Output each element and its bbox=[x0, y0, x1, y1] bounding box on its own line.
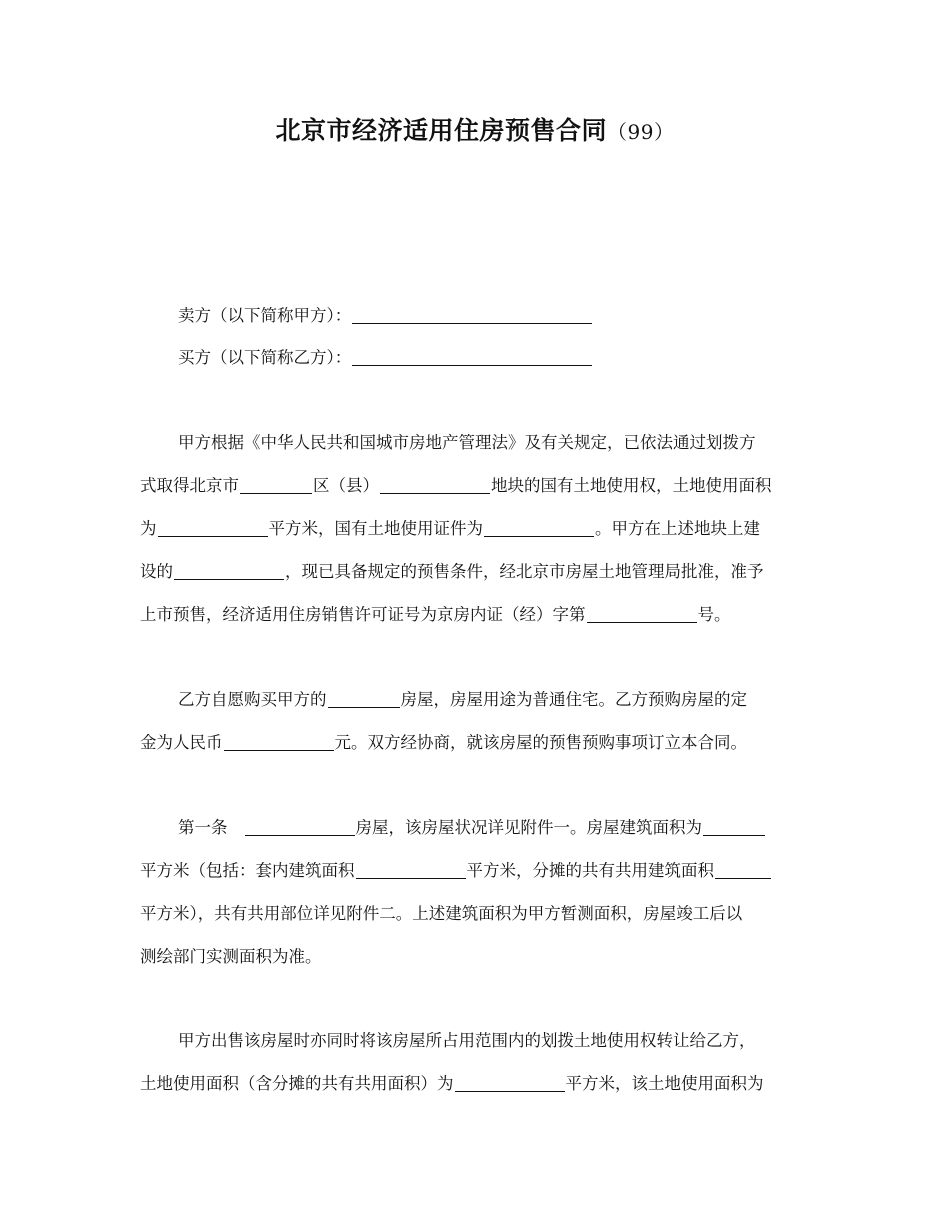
art1-line-2 bbox=[140, 860, 820, 882]
p1-line-3 bbox=[140, 518, 820, 540]
p4-text-2b: 平方米，该土地使用面积为 bbox=[565, 1074, 764, 1093]
p1-text-3b: 平方米，国有土地使用证件为 bbox=[268, 519, 483, 538]
buyer-line bbox=[178, 347, 820, 369]
p2-line-2 bbox=[140, 732, 820, 754]
p1-text-2b: 区（县） bbox=[313, 476, 379, 495]
art1-text-2a: 平方米（包括：套内建筑面积 bbox=[140, 861, 355, 880]
seller-name-blank[interactable] bbox=[352, 307, 592, 324]
art1-text-3: 平方米），共有共用部位详见附件二。上述建筑面积为甲方暂测面积，房屋竣工后以 bbox=[140, 904, 743, 923]
p1-text-3c: 。甲方在上述地块上建 bbox=[595, 519, 760, 538]
p4-text-1: 甲方出售该房屋时亦同时将该房屋所占用范围内的划拨土地使用权转让给乙方， bbox=[178, 1031, 756, 1050]
document-title bbox=[0, 113, 950, 150]
p1-line-2 bbox=[140, 475, 820, 497]
p1-text-2c: 地块的国有土地使用权，土地使用面积 bbox=[491, 476, 772, 495]
p1-text-3a: 为 bbox=[140, 519, 157, 538]
deposit-blank[interactable] bbox=[224, 734, 334, 751]
land-area-blank[interactable] bbox=[158, 520, 268, 537]
title-suffix: （99） bbox=[607, 120, 675, 144]
building-area-blank[interactable] bbox=[703, 819, 765, 836]
p4-line-2 bbox=[140, 1073, 820, 1095]
p1-line-4 bbox=[140, 561, 820, 583]
plot-blank[interactable] bbox=[380, 477, 490, 494]
art1-line-4 bbox=[140, 946, 820, 968]
p2-line-1 bbox=[178, 689, 820, 711]
title-text: 北京市经济适用住房预售合同 bbox=[275, 116, 608, 145]
art1-text-2b: 平方米，分摊的共有共用建筑面积 bbox=[466, 861, 714, 880]
p2-text-1b: 房屋，房屋用途为普通住宅。乙方预购房屋的定 bbox=[400, 690, 747, 709]
p1-text-4a: 设的 bbox=[140, 562, 173, 581]
seller-line bbox=[178, 305, 820, 327]
house-location-blank[interactable] bbox=[245, 819, 355, 836]
art1-line-1 bbox=[178, 817, 820, 839]
p1-text-5a: 上市预售，经济适用住房销售许可证号为京房内证（经）字第 bbox=[140, 605, 586, 624]
art1-line-3 bbox=[140, 903, 820, 925]
p4-text-2a: 土地使用面积（含分摊的共有共用面积）为 bbox=[140, 1074, 454, 1093]
art1-text-4: 测绘部门实测面积为准。 bbox=[140, 947, 322, 966]
seller-label: 卖方（以下简称甲方）： bbox=[178, 306, 352, 325]
permit-number-blank[interactable] bbox=[587, 606, 697, 623]
p2-text-2a: 金为人民币 bbox=[140, 733, 223, 752]
p1-text-4b: ，现已具备规定的预售条件，经北京市房屋土地管理局批准，准予 bbox=[285, 562, 764, 581]
p4-line-1 bbox=[178, 1030, 820, 1052]
district-blank[interactable] bbox=[240, 477, 312, 494]
p1-line-5 bbox=[140, 604, 820, 626]
art1-text-1b: 房屋，该房屋状况详见附件一。房屋建筑面积为 bbox=[355, 818, 702, 837]
land-use-area-blank[interactable] bbox=[455, 1075, 565, 1092]
house-blank[interactable] bbox=[328, 691, 400, 708]
p2-text-1a: 乙方自愿购买甲方的 bbox=[178, 690, 327, 709]
buyer-label: 买方（以下简称乙方）： bbox=[178, 348, 352, 367]
article-label: 第一条 bbox=[178, 818, 228, 837]
land-cert-blank[interactable] bbox=[484, 520, 594, 537]
p1-text-5b: 号。 bbox=[697, 605, 731, 624]
buyer-name-blank[interactable] bbox=[352, 349, 592, 366]
shared-area-blank[interactable] bbox=[715, 862, 771, 879]
project-name-blank[interactable] bbox=[174, 563, 284, 580]
p1-line-1 bbox=[178, 432, 820, 454]
p2-text-2b: 元。双方经协商，就该房屋的预售预购事项订立本合同。 bbox=[334, 733, 747, 752]
p1-text-2a: 式取得北京市 bbox=[140, 476, 239, 495]
inner-area-blank[interactable] bbox=[356, 862, 466, 879]
p1-text-1: 甲方根据《中华人民共和国城市房地产管理法》及有关规定，已依法通过划拨方 bbox=[178, 433, 756, 452]
